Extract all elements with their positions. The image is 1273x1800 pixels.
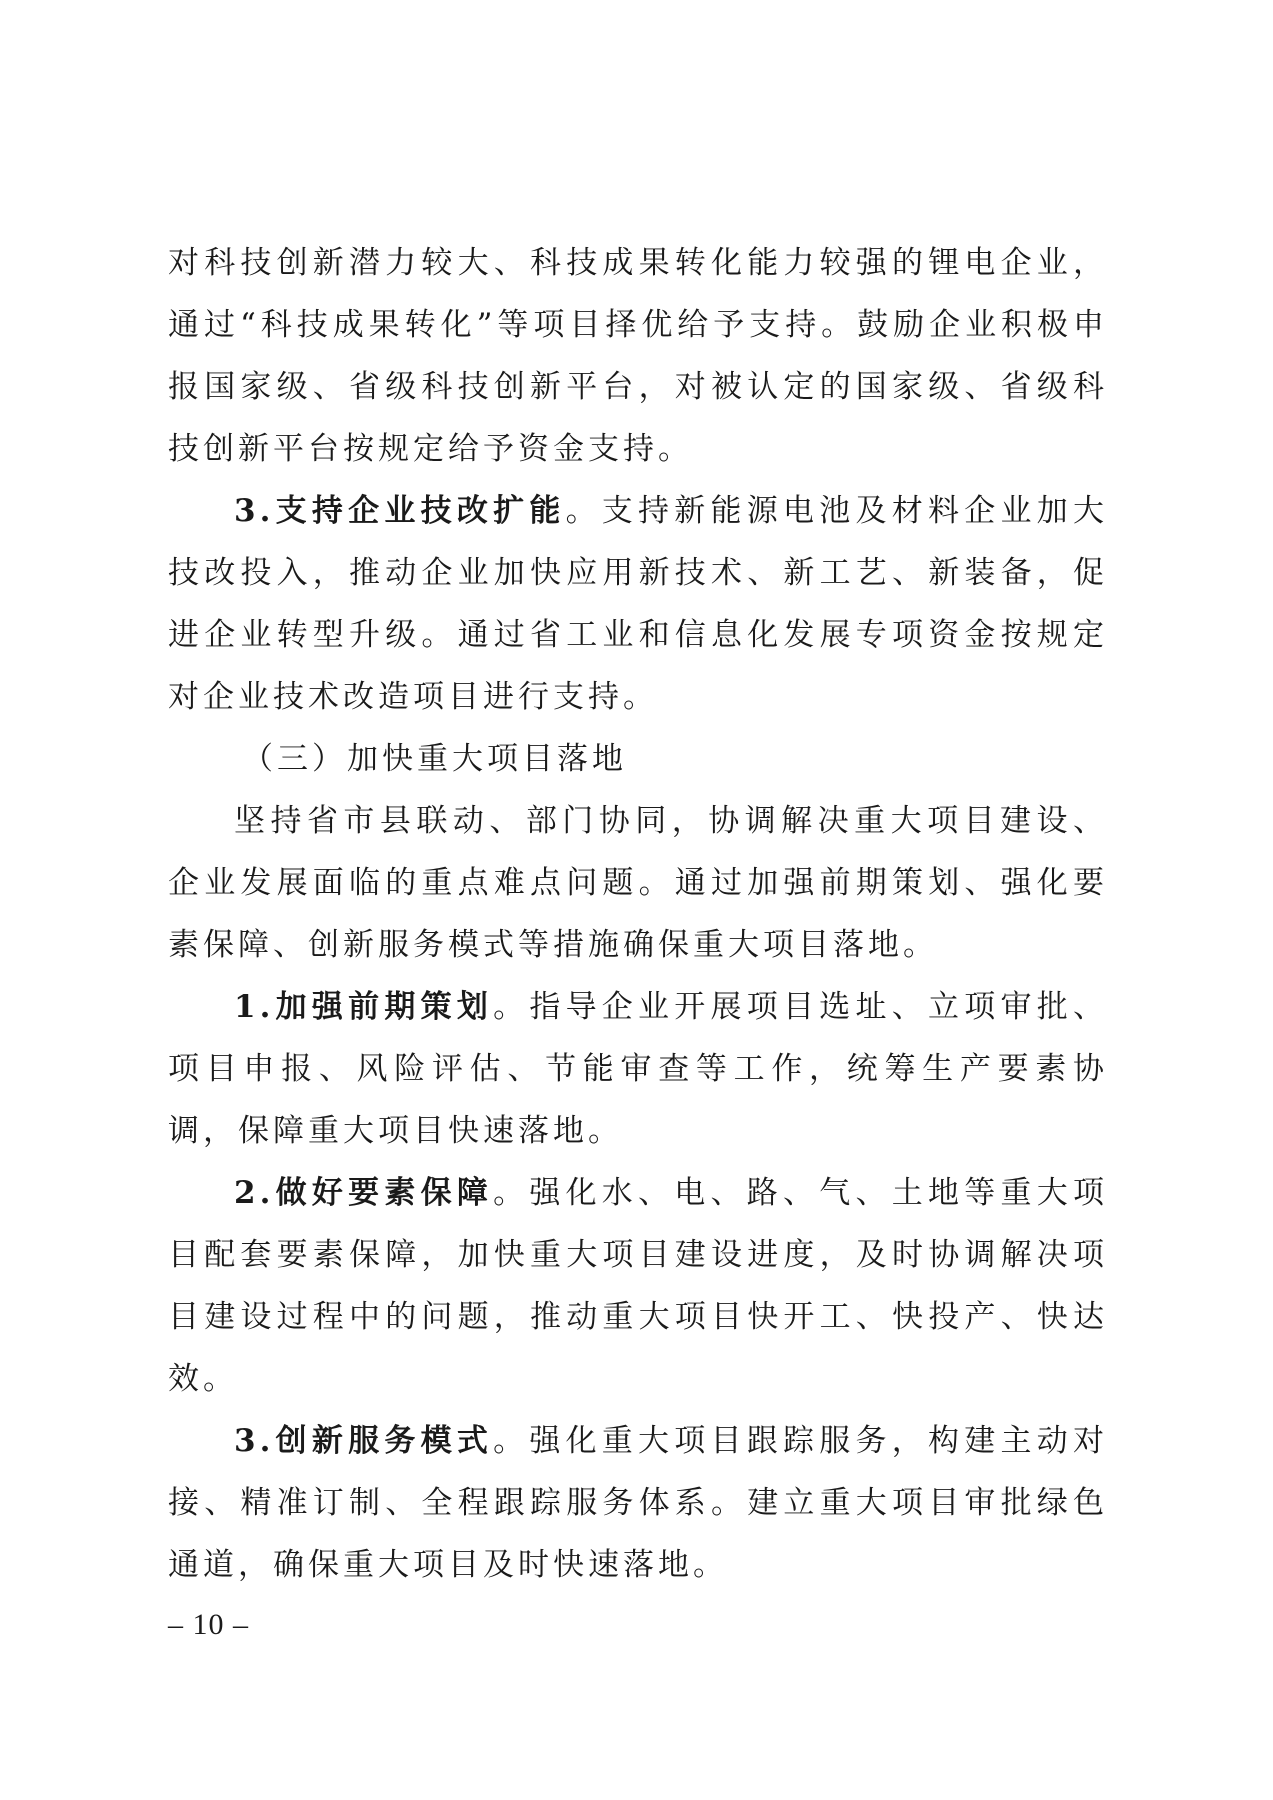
paragraph-1 bbox=[168, 232, 1108, 480]
paragraph-2-text: 。支持新能源电池及材料企业加大技改投入，推动企业加快应用新技术、新工艺、新装备，促进企业转型升级。通过省工业和信息化发展专项资金按规定对企业技术改造项目进行支持。 bbox=[168, 493, 1108, 715]
paragraph-4 bbox=[168, 976, 1108, 1162]
paragraph-5-text: 。强化水、电、路、气、土地等重大项目配套要素保障，加快重大项目建设进度，及时协调解决项目建设过程中的问题，推动重大项目快开工、快投产、快达效。 bbox=[168, 1175, 1108, 1397]
paragraph-1-text: 对科技创新潜力较大、科技成果转化能力较强的锂电企业，通过“科技成果转化”等项目择优给予支持。鼓励企业积极申报国家级、省级科技创新平台，对被认定的国家级、省级科技创新平台按规定给予资金支持。 bbox=[168, 245, 1108, 467]
paragraph-6 bbox=[168, 1410, 1108, 1596]
paragraph-5-heading: 2.做好要素保障 bbox=[234, 1175, 494, 1211]
paragraph-6-text: 。强化重大项目跟踪服务，构建主动对接、精准订制、全程跟踪服务体系。建立重大项目审批绿色通道，确保重大项目及时快速落地。 bbox=[168, 1423, 1108, 1583]
paragraph-4-text: 。指导企业开展项目选址、立项审批、项目申报、风险评估、节能审查等工作，统筹生产要素协调，保障重大项目快速落地。 bbox=[168, 989, 1108, 1149]
paragraph-5 bbox=[168, 1162, 1108, 1410]
paragraph-3-text: 坚持省市县联动、部门协同，协调解决重大项目建设、企业发展面临的重点难点问题。通过加强前期策划、强化要素保障、创新服务模式等措施确保重大项目落地。 bbox=[168, 803, 1108, 963]
section-title: （三）加快重大项目落地 bbox=[242, 741, 627, 777]
paragraph-4-heading: 1.加强前期策划 bbox=[234, 989, 494, 1025]
paragraph-6-heading: 3.创新服务模式 bbox=[234, 1423, 494, 1459]
paragraph-2-heading: 3.支持企业技改扩能 bbox=[234, 493, 566, 529]
paragraph-2 bbox=[168, 480, 1108, 728]
paragraph-3 bbox=[168, 790, 1108, 976]
document-body bbox=[168, 232, 1108, 1596]
page-number: – 10 – bbox=[168, 1608, 249, 1641]
